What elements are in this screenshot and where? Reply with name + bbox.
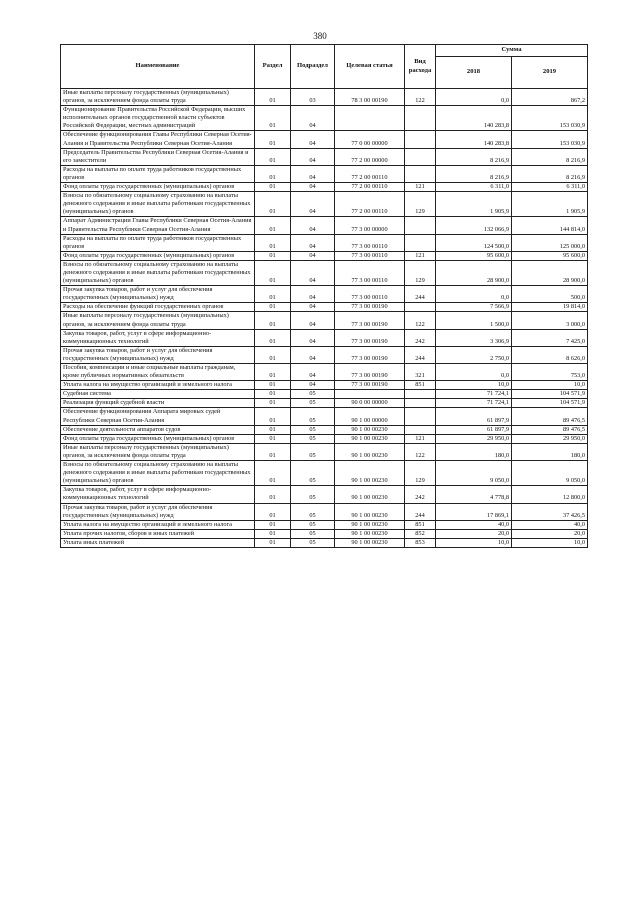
row-sum-2018-cell: 8 216,9	[436, 165, 512, 182]
row-article-cell: 77 2 00 00000	[335, 148, 405, 165]
row-article-cell: 77 3 00 00000	[335, 217, 405, 234]
row-article-cell: 77 3 00 00190	[335, 312, 405, 329]
row-expense-type-cell: 244	[405, 286, 436, 303]
row-expense-type-cell	[405, 148, 436, 165]
row-article-cell: 77 0 00 00000	[335, 131, 405, 148]
table-row	[61, 165, 588, 182]
row-section-cell: 01	[255, 89, 291, 106]
row-subsection-cell: 04	[291, 234, 335, 251]
row-section-cell: 01	[255, 251, 291, 260]
row-sum-2019-cell: 28 900,0	[512, 260, 588, 285]
row-subsection-cell: 04	[291, 303, 335, 312]
row-article-cell: 77 3 00 00110	[335, 260, 405, 285]
row-article-cell: 90 1 00 00000	[335, 408, 405, 425]
row-sum-2019-cell: 20,0	[512, 529, 588, 538]
page-number: 380	[313, 31, 327, 41]
row-article-cell: 90 1 00 00230	[335, 503, 405, 520]
row-section-cell: 01	[255, 131, 291, 148]
row-sum-2018-cell: 28 900,0	[436, 260, 512, 285]
row-section-cell: 01	[255, 425, 291, 434]
row-section-cell: 01	[255, 529, 291, 538]
row-subsection-cell: 05	[291, 529, 335, 538]
row-name-cell: Обеспечение функционирования Главы Республики Северная Осетия-Алания и Правительства Республики Северная Осетия-Алания	[61, 131, 255, 148]
table-row	[61, 461, 588, 486]
row-subsection-cell: 04	[291, 192, 335, 217]
row-sum-2018-cell: 0,0	[436, 89, 512, 106]
row-section-cell: 01	[255, 234, 291, 251]
table-row	[61, 486, 588, 503]
row-section-cell: 01	[255, 443, 291, 460]
row-article-cell: 77 3 00 00110	[335, 251, 405, 260]
row-sum-2019-cell: 29 950,0	[512, 434, 588, 443]
row-subsection-cell: 04	[291, 217, 335, 234]
row-subsection-cell: 04	[291, 329, 335, 346]
row-name-cell: Фонд оплаты труда государственных (муниципальных) органов	[61, 183, 255, 192]
row-sum-2018-cell: 140 283,8	[436, 131, 512, 148]
row-article-cell: 78 3 00 00190	[335, 89, 405, 106]
row-sum-2018-cell: 29 950,0	[436, 434, 512, 443]
table-row	[61, 399, 588, 408]
table-row	[61, 538, 588, 547]
row-article-cell: 77 3 00 00190	[335, 303, 405, 312]
row-section-cell: 01	[255, 148, 291, 165]
row-expense-type-cell: 122	[405, 312, 436, 329]
row-sum-2018-cell: 17 869,1	[436, 503, 512, 520]
header-year-2019: 2019	[512, 57, 588, 89]
table-row	[61, 443, 588, 460]
row-name-cell: Пособия, компенсации и иные социальные выплаты гражданам, кроме публичных нормативных обязательств	[61, 364, 255, 381]
row-sum-2019-cell: 500,0	[512, 286, 588, 303]
table-row	[61, 286, 588, 303]
row-subsection-cell: 04	[291, 131, 335, 148]
row-section-cell: 01	[255, 538, 291, 547]
row-article-cell: 90 1 00 00230	[335, 520, 405, 529]
row-expense-type-cell: 129	[405, 192, 436, 217]
row-expense-type-cell	[405, 131, 436, 148]
row-subsection-cell: 04	[291, 251, 335, 260]
header-section: Раздел	[255, 45, 291, 89]
row-sum-2019-cell: 753,0	[512, 364, 588, 381]
row-sum-2019-cell: 89 476,5	[512, 425, 588, 434]
table-row	[61, 408, 588, 425]
row-sum-2018-cell: 140 283,8	[436, 106, 512, 131]
row-name-cell: Функционирование Правительства Российской Федерации, высших исполнительных органов государственной власти субъектов Российской Федерации, местных администраций	[61, 106, 255, 131]
row-sum-2019-cell: 867,2	[512, 89, 588, 106]
row-article-cell: 90 1 00 00230	[335, 461, 405, 486]
row-section-cell: 01	[255, 303, 291, 312]
row-name-cell: Иные выплаты персоналу государственных (муниципальных) органов, за исключением фонда оплаты труда	[61, 89, 255, 106]
row-sum-2019-cell: 144 814,0	[512, 217, 588, 234]
row-name-cell: Взносы по обязательному социальному страхованию на выплаты денежного содержания и иные выплаты работникам государственных (муниципальных) органов	[61, 461, 255, 486]
row-name-cell: Иные выплаты персоналу государственных (муниципальных) органов, за исключением фонда оплаты труда	[61, 312, 255, 329]
row-expense-type-cell	[405, 165, 436, 182]
row-sum-2018-cell: 180,0	[436, 443, 512, 460]
table-row	[61, 529, 588, 538]
row-expense-type-cell: 121	[405, 434, 436, 443]
header-name: Наименование	[61, 45, 255, 89]
row-sum-2019-cell: 104 571,9	[512, 390, 588, 399]
header-target-article: Целевая статья	[335, 45, 405, 89]
row-sum-2018-cell: 20,0	[436, 529, 512, 538]
row-sum-2019-cell: 9 050,0	[512, 461, 588, 486]
row-article-cell: 77 2 00 00110	[335, 165, 405, 182]
row-sum-2018-cell: 71 724,1	[436, 399, 512, 408]
table-row	[61, 381, 588, 390]
row-article-cell	[335, 106, 405, 131]
table-header	[61, 45, 588, 89]
row-subsection-cell: 05	[291, 399, 335, 408]
table-row	[61, 390, 588, 399]
row-sum-2018-cell: 9 050,0	[436, 461, 512, 486]
row-name-cell: Закупка товаров, работ, услуг в сфере информационно-коммуникационных технологий	[61, 486, 255, 503]
table-row	[61, 503, 588, 520]
table-row	[61, 251, 588, 260]
row-sum-2018-cell: 124 500,0	[436, 234, 512, 251]
row-section-cell: 01	[255, 260, 291, 285]
row-sum-2019-cell: 6 311,0	[512, 183, 588, 192]
row-name-cell: Иные выплаты персоналу государственных (муниципальных) органов, за исключением фонда оплаты труда	[61, 443, 255, 460]
row-sum-2018-cell: 10,0	[436, 538, 512, 547]
row-article-cell: 77 3 00 00110	[335, 286, 405, 303]
row-expense-type-cell	[405, 217, 436, 234]
row-section-cell: 01	[255, 503, 291, 520]
row-section-cell: 01	[255, 408, 291, 425]
row-name-cell: Взносы по обязательному социальному страхованию на выплаты денежного содержания и иные выплаты работникам государственных (муниципальных) органов	[61, 260, 255, 285]
row-subsection-cell: 05	[291, 520, 335, 529]
row-sum-2018-cell: 7 566,9	[436, 303, 512, 312]
table-row	[61, 434, 588, 443]
row-expense-type-cell: 852	[405, 529, 436, 538]
row-name-cell: Прочая закупка товаров, работ и услуг для обеспечения государственных (муниципальных) нужд	[61, 503, 255, 520]
row-section-cell: 01	[255, 399, 291, 408]
row-section-cell: 01	[255, 106, 291, 131]
row-expense-type-cell: 122	[405, 89, 436, 106]
row-section-cell: 01	[255, 434, 291, 443]
row-sum-2019-cell: 10,0	[512, 381, 588, 390]
row-sum-2018-cell: 3 306,9	[436, 329, 512, 346]
row-expense-type-cell: 244	[405, 503, 436, 520]
row-article-cell: 77 2 00 00110	[335, 192, 405, 217]
row-subsection-cell: 04	[291, 148, 335, 165]
row-sum-2018-cell: 0,0	[436, 364, 512, 381]
table-row	[61, 346, 588, 363]
row-article-cell: 90 1 00 00230	[335, 443, 405, 460]
row-sum-2018-cell: 40,0	[436, 520, 512, 529]
row-section-cell: 01	[255, 183, 291, 192]
row-subsection-cell: 03	[291, 89, 335, 106]
row-name-cell: Председатель Правительства Республики Северная Осетия-Алания и его заместители	[61, 148, 255, 165]
row-section-cell: 01	[255, 381, 291, 390]
row-expense-type-cell: 122	[405, 443, 436, 460]
row-subsection-cell: 04	[291, 286, 335, 303]
row-article-cell: 90 1 00 00230	[335, 434, 405, 443]
row-sum-2019-cell: 7 425,0	[512, 329, 588, 346]
row-section-cell: 01	[255, 286, 291, 303]
row-name-cell: Аппарат Администрации Главы Республики Северная Осетия-Алания и Правительства Республики Северная Осетия-Алания	[61, 217, 255, 234]
row-sum-2018-cell: 95 600,0	[436, 251, 512, 260]
row-sum-2018-cell: 71 724,1	[436, 390, 512, 399]
row-sum-2019-cell: 40,0	[512, 520, 588, 529]
row-subsection-cell: 05	[291, 434, 335, 443]
row-sum-2018-cell: 8 216,9	[436, 148, 512, 165]
row-expense-type-cell	[405, 106, 436, 131]
row-name-cell: Обеспечение функционирования Аппарата мировых судей Республики Северная Осетия-Алания	[61, 408, 255, 425]
row-name-cell: Фонд оплаты труда государственных (муниципальных) органов	[61, 434, 255, 443]
row-name-cell: Взносы по обязательному социальному страхованию на выплаты денежного содержания и иные выплаты работникам государственных (муниципальных) органов	[61, 192, 255, 217]
row-sum-2018-cell: 2 750,0	[436, 346, 512, 363]
row-name-cell: Обеспечение деятельности аппаратов судов	[61, 425, 255, 434]
row-sum-2018-cell: 6 311,0	[436, 183, 512, 192]
row-subsection-cell: 04	[291, 381, 335, 390]
row-name-cell: Расходы на обеспечение функций государственных органов	[61, 303, 255, 312]
row-subsection-cell: 05	[291, 503, 335, 520]
row-expense-type-cell: 129	[405, 461, 436, 486]
row-section-cell: 01	[255, 217, 291, 234]
row-article-cell	[335, 390, 405, 399]
row-sum-2019-cell: 37 426,5	[512, 503, 588, 520]
row-sum-2019-cell: 95 600,0	[512, 251, 588, 260]
row-sum-2019-cell: 104 571,9	[512, 399, 588, 408]
row-name-cell: Судебная система	[61, 390, 255, 399]
table-row	[61, 520, 588, 529]
row-subsection-cell: 05	[291, 443, 335, 460]
row-expense-type-cell: 853	[405, 538, 436, 547]
row-subsection-cell: 04	[291, 312, 335, 329]
row-name-cell: Реализация функций судебной власти	[61, 399, 255, 408]
row-section-cell: 01	[255, 346, 291, 363]
row-sum-2019-cell: 153 030,9	[512, 106, 588, 131]
table-row	[61, 192, 588, 217]
table-row	[61, 425, 588, 434]
row-section-cell: 01	[255, 390, 291, 399]
row-sum-2018-cell: 61 897,9	[436, 408, 512, 425]
row-expense-type-cell: 121	[405, 251, 436, 260]
table-row	[61, 106, 588, 131]
row-article-cell: 77 3 00 00190	[335, 346, 405, 363]
row-article-cell: 90 1 00 00230	[335, 538, 405, 547]
row-expense-type-cell	[405, 390, 436, 399]
row-expense-type-cell: 851	[405, 381, 436, 390]
row-sum-2019-cell: 19 814,0	[512, 303, 588, 312]
row-subsection-cell: 04	[291, 183, 335, 192]
row-subsection-cell: 04	[291, 260, 335, 285]
row-name-cell: Уплата налога на имущество организаций и земельного налога	[61, 520, 255, 529]
table-row	[61, 148, 588, 165]
row-section-cell: 01	[255, 364, 291, 381]
table-row	[61, 329, 588, 346]
row-sum-2018-cell: 4 778,8	[436, 486, 512, 503]
table-row	[61, 312, 588, 329]
row-article-cell: 90 1 00 00230	[335, 425, 405, 434]
table-body	[61, 89, 588, 548]
row-article-cell: 77 3 00 00190	[335, 364, 405, 381]
row-expense-type-cell	[405, 425, 436, 434]
row-sum-2019-cell: 10,0	[512, 538, 588, 547]
row-article-cell: 90 1 00 00230	[335, 529, 405, 538]
row-sum-2019-cell: 153 030,9	[512, 131, 588, 148]
row-expense-type-cell	[405, 408, 436, 425]
row-sum-2019-cell: 8 216,9	[512, 148, 588, 165]
row-expense-type-cell: 121	[405, 183, 436, 192]
row-sum-2019-cell: 125 000,0	[512, 234, 588, 251]
row-sum-2019-cell: 89 476,5	[512, 408, 588, 425]
row-subsection-cell: 05	[291, 390, 335, 399]
row-sum-2018-cell: 132 066,9	[436, 217, 512, 234]
row-sum-2019-cell: 8 216,9	[512, 165, 588, 182]
row-subsection-cell: 05	[291, 486, 335, 503]
row-name-cell: Уплата налога на имущество организаций и земельного налога	[61, 381, 255, 390]
row-expense-type-cell: 321	[405, 364, 436, 381]
table-row	[61, 234, 588, 251]
table-row	[61, 303, 588, 312]
row-expense-type-cell	[405, 234, 436, 251]
row-subsection-cell: 04	[291, 165, 335, 182]
row-article-cell: 77 3 00 00190	[335, 329, 405, 346]
header-expense-type: Вид расхода	[405, 45, 436, 89]
row-name-cell: Расходы на выплаты по оплате труда работников государственных органов	[61, 234, 255, 251]
row-expense-type-cell: 244	[405, 346, 436, 363]
table-row	[61, 89, 588, 106]
row-name-cell: Уплата иных платежей	[61, 538, 255, 547]
budget-table	[60, 44, 588, 548]
row-name-cell: Прочая закупка товаров, работ и услуг для обеспечения государственных (муниципальных) нужд	[61, 286, 255, 303]
row-article-cell: 90 1 00 00230	[335, 486, 405, 503]
row-subsection-cell: 05	[291, 425, 335, 434]
row-sum-2018-cell: 61 897,9	[436, 425, 512, 434]
row-sum-2018-cell: 10,0	[436, 381, 512, 390]
row-sum-2019-cell: 8 626,0	[512, 346, 588, 363]
row-name-cell: Расходы на выплаты по оплате труда работников государственных органов	[61, 165, 255, 182]
row-sum-2019-cell: 180,0	[512, 443, 588, 460]
row-expense-type-cell	[405, 399, 436, 408]
row-name-cell: Прочая закупка товаров, работ и услуг для обеспечения государственных (муниципальных) нужд	[61, 346, 255, 363]
row-expense-type-cell: 851	[405, 520, 436, 529]
row-sum-2019-cell: 1 905,9	[512, 192, 588, 217]
row-subsection-cell: 05	[291, 461, 335, 486]
row-expense-type-cell: 242	[405, 486, 436, 503]
row-section-cell: 01	[255, 486, 291, 503]
row-section-cell: 01	[255, 520, 291, 529]
header-sum: Сумма	[436, 45, 588, 57]
row-section-cell: 01	[255, 329, 291, 346]
row-subsection-cell: 05	[291, 408, 335, 425]
row-sum-2018-cell: 1 905,9	[436, 192, 512, 217]
table-row	[61, 260, 588, 285]
row-subsection-cell: 05	[291, 538, 335, 547]
table-row	[61, 183, 588, 192]
row-expense-type-cell: 242	[405, 329, 436, 346]
row-subsection-cell: 04	[291, 364, 335, 381]
row-section-cell: 01	[255, 461, 291, 486]
row-section-cell: 01	[255, 312, 291, 329]
row-sum-2019-cell: 12 800,0	[512, 486, 588, 503]
row-name-cell: Закупка товаров, работ, услуг в сфере информационно-коммуникационных технологий	[61, 329, 255, 346]
row-section-cell: 01	[255, 192, 291, 217]
header-year-2018: 2018	[436, 57, 512, 89]
row-expense-type-cell	[405, 303, 436, 312]
row-article-cell: 77 3 00 00190	[335, 381, 405, 390]
row-article-cell: 77 3 00 00110	[335, 234, 405, 251]
row-sum-2019-cell: 3 000,0	[512, 312, 588, 329]
row-subsection-cell: 04	[291, 106, 335, 131]
row-article-cell: 77 2 00 00110	[335, 183, 405, 192]
row-section-cell: 01	[255, 165, 291, 182]
row-name-cell: Фонд оплаты труда государственных (муниципальных) органов	[61, 251, 255, 260]
table-row	[61, 131, 588, 148]
row-expense-type-cell: 129	[405, 260, 436, 285]
table-row	[61, 364, 588, 381]
row-subsection-cell: 04	[291, 346, 335, 363]
row-name-cell: Уплата прочих налогов, сборов и иных платежей	[61, 529, 255, 538]
row-article-cell: 90 0 00 00000	[335, 399, 405, 408]
header-subsection: Подраздел	[291, 45, 335, 89]
table-row	[61, 217, 588, 234]
row-sum-2018-cell: 0,0	[436, 286, 512, 303]
row-sum-2018-cell: 1 500,0	[436, 312, 512, 329]
